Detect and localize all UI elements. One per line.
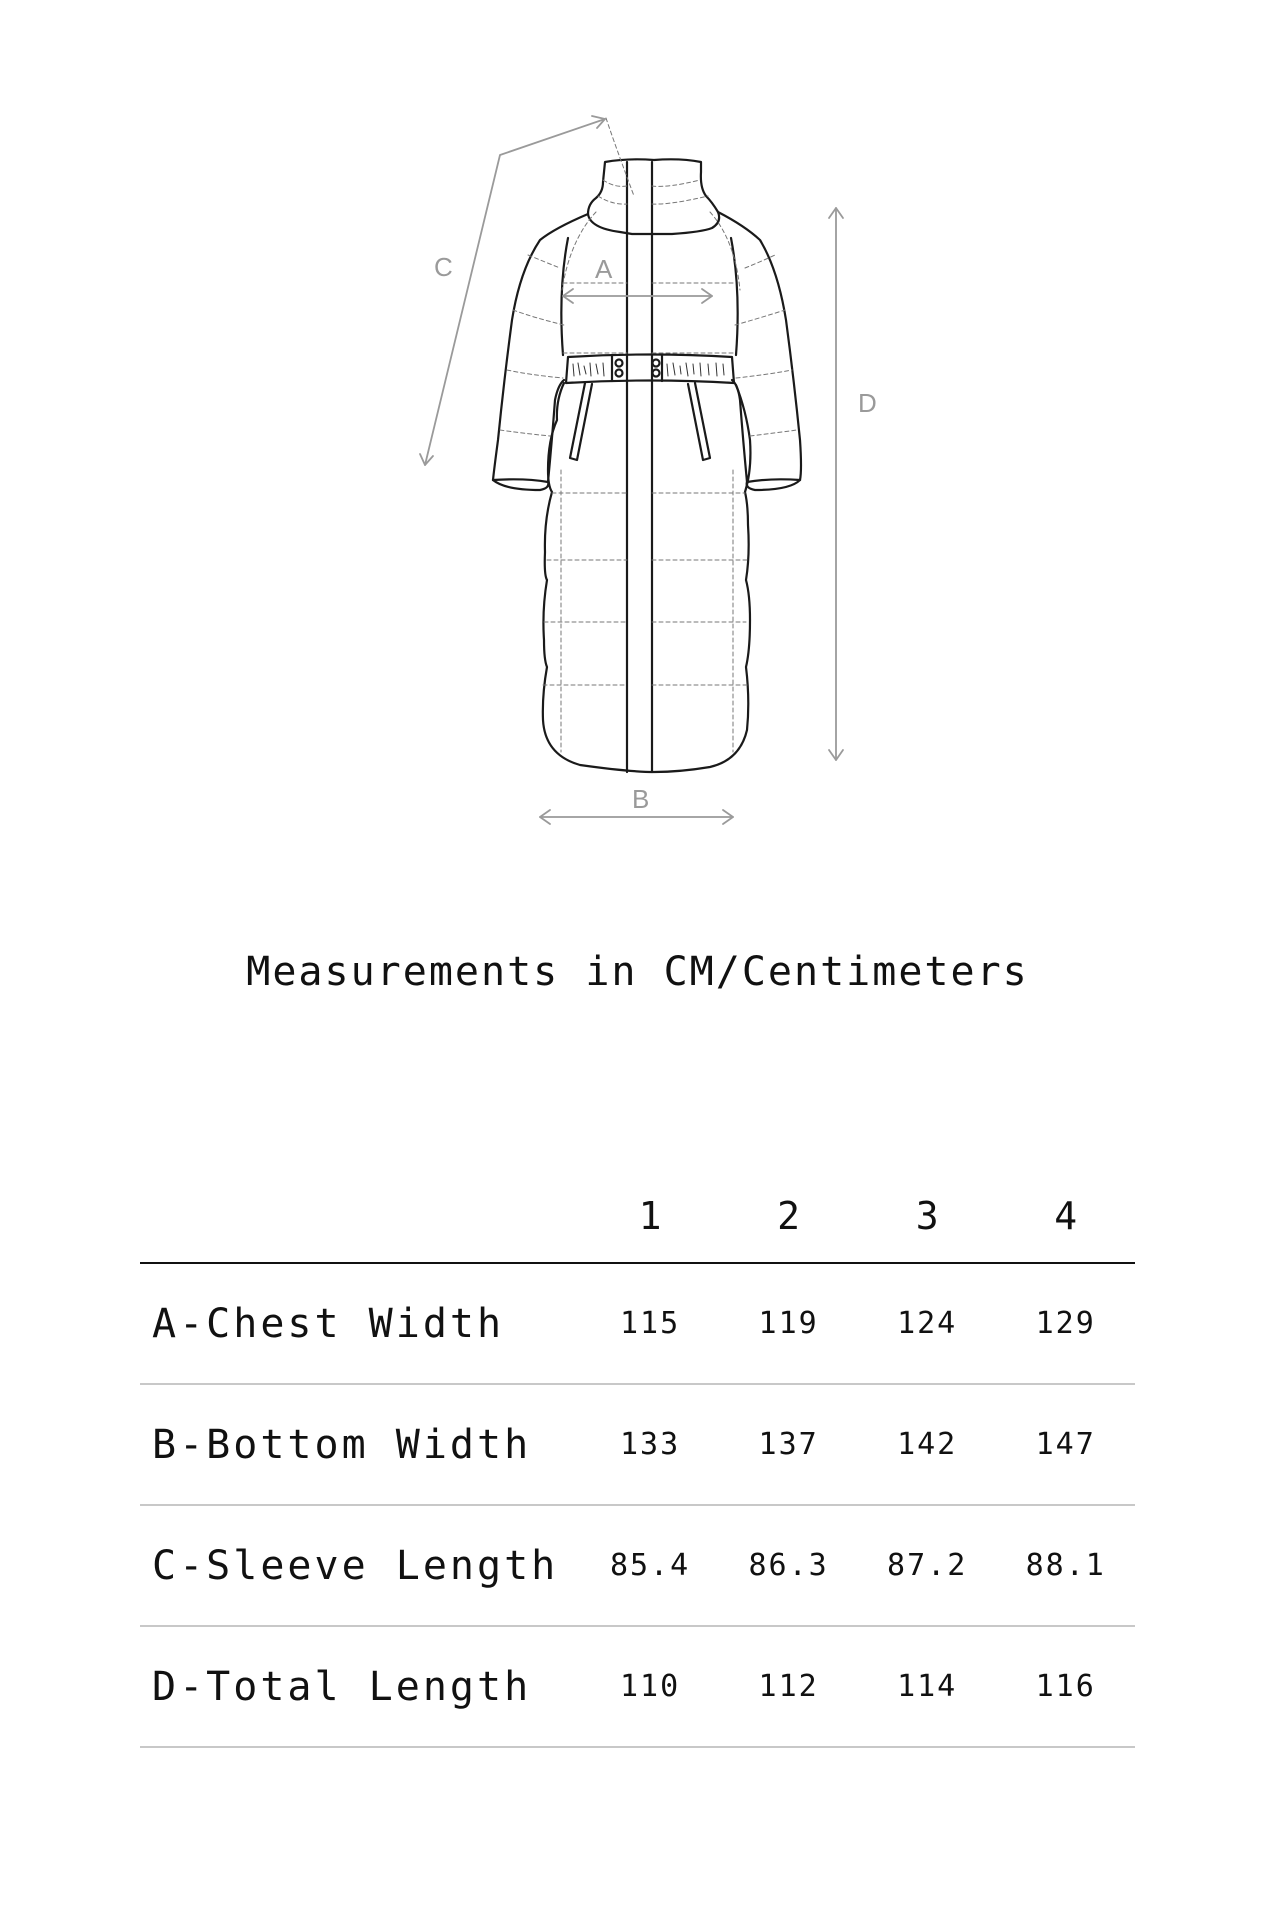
size-column-4: 4	[996, 1170, 1135, 1263]
size-column-1: 1	[581, 1170, 720, 1263]
table-cell: 119	[719, 1263, 858, 1384]
table-cell: 147	[996, 1384, 1135, 1505]
row-label: B-Bottom Width	[140, 1384, 581, 1505]
size-column-3: 3	[858, 1170, 997, 1263]
table-cell: 115	[581, 1263, 720, 1384]
table-cell: 114	[858, 1626, 997, 1747]
size-column-2: 2	[719, 1170, 858, 1263]
table-row-chest-width	[140, 1263, 1135, 1384]
dimension-label-b: B	[632, 784, 650, 814]
table-cell: 85.4	[581, 1505, 720, 1626]
table-cell: 86.3	[719, 1505, 858, 1626]
row-label: C-Sleeve Length	[140, 1505, 581, 1626]
coat-technical-drawing	[0, 0, 1275, 880]
row-label: A-Chest Width	[140, 1263, 581, 1384]
table-row-bottom-width	[140, 1384, 1135, 1505]
table-cell: 133	[581, 1384, 720, 1505]
size-header-row	[140, 1170, 1135, 1263]
size-chart-table	[140, 1170, 1135, 1748]
table-cell: 124	[858, 1263, 997, 1384]
table-cell: 110	[581, 1626, 720, 1747]
table-cell: 129	[996, 1263, 1135, 1384]
row-label: D-Total Length	[140, 1626, 581, 1747]
table-cell: 88.1	[996, 1505, 1135, 1626]
table-cell: 142	[858, 1384, 997, 1505]
dimension-label-c: C	[434, 252, 453, 282]
coat-outline	[493, 159, 801, 772]
table-row-sleeve-length	[140, 1505, 1135, 1626]
dimension-label-a: A	[595, 254, 613, 284]
dimension-label-d: D	[858, 388, 877, 418]
table-cell: 137	[719, 1384, 858, 1505]
table-cell: 87.2	[858, 1505, 997, 1626]
belt-texture	[573, 363, 724, 376]
table-cell: 116	[996, 1626, 1135, 1747]
header-empty-cell	[140, 1170, 581, 1263]
table-cell: 112	[719, 1626, 858, 1747]
table-row-total-length	[140, 1626, 1135, 1747]
measurements-heading: Measurements in CM/Centimeters	[246, 949, 1029, 995]
dimension-arrows	[420, 116, 843, 824]
garment-diagram	[0, 0, 1275, 880]
